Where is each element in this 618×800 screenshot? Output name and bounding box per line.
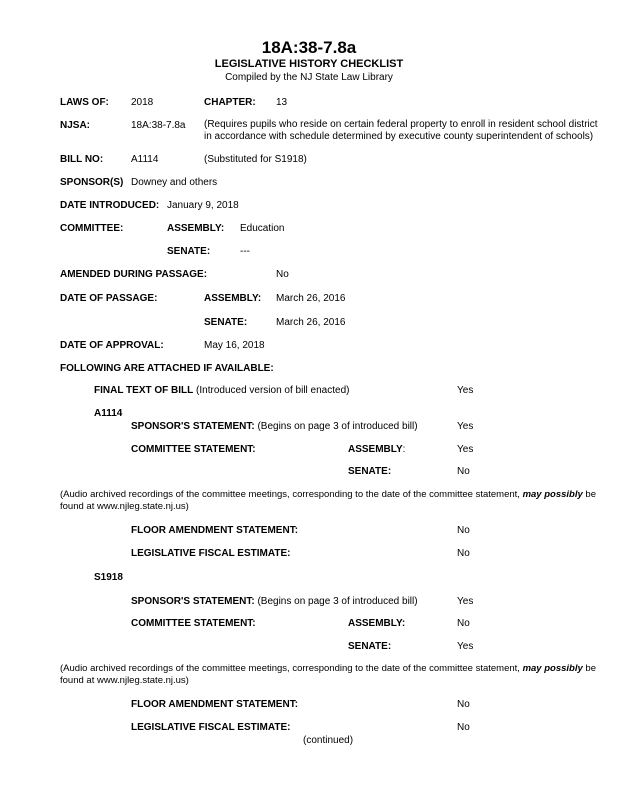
s1918-heading: S1918	[94, 572, 123, 583]
committee-assembly-value: Education	[240, 223, 285, 234]
s1918-audio-note: (Audio archived recordings of the committee meetings, corresponding to the date of the committee statement, may possibly be found at www.njleg.state.nj.us)	[60, 663, 596, 686]
continued-note: (continued)	[303, 735, 354, 746]
date-of-approval-label: DATE OF APPROVAL:	[60, 340, 164, 351]
a1114-fiscal-value: No	[457, 548, 470, 559]
compiled-by: Compiled by the NJ State Law Library	[225, 72, 393, 83]
committee-assembly-label: ASSEMBLY:	[167, 223, 225, 234]
chapter-value: 13	[276, 97, 288, 108]
a1114-sponsor-note: (Begins on page 3 of introduced bill)	[254, 421, 418, 432]
s1918-senate-label: SENATE:	[348, 641, 392, 652]
a1114-fiscal-label: LEGISLATIVE FISCAL ESTIMATE:	[131, 548, 291, 559]
committee-senate-label: SENATE:	[167, 246, 211, 257]
a1114-floor-label: FLOOR AMENDMENT STATEMENT:	[131, 525, 299, 536]
laws-of-value: 2018	[131, 97, 154, 108]
amended-value: No	[276, 269, 289, 280]
final-text-label: FINAL TEXT OF BILL	[94, 385, 194, 396]
s1918-assembly-value: No	[457, 618, 470, 629]
date-of-passage-label: DATE OF PASSAGE:	[60, 293, 158, 304]
s1918-sponsor-note: (Begins on page 3 of introduced bill)	[254, 596, 418, 607]
s1918-assembly-label: ASSEMBLY:	[348, 618, 406, 629]
s1918-fiscal-value: No	[457, 722, 470, 733]
attached-heading: FOLLOWING ARE ATTACHED IF AVAILABLE:	[60, 363, 274, 374]
a1114-sponsor-row	[131, 421, 418, 432]
s1918-fiscal-label: LEGISLATIVE FISCAL ESTIMATE:	[131, 722, 291, 733]
passage-senate-label: SENATE:	[204, 317, 248, 328]
date-introduced-label: DATE INTRODUCED:	[60, 200, 160, 211]
s1918-sponsor-label: SPONSOR'S STATEMENT:	[131, 596, 255, 607]
bill-no-note: (Substituted for S1918)	[204, 154, 307, 165]
chapter-label: CHAPTER:	[204, 97, 256, 108]
a1114-senate-label: SENATE:	[348, 466, 392, 477]
final-text-value: Yes	[457, 385, 474, 396]
a1114-assembly-row: ASSEMBLY:	[348, 444, 406, 455]
njsa-label: NJSA:	[60, 120, 91, 131]
sponsors-value: Downey and others	[131, 177, 218, 188]
page-title: 18A:38-7.8a	[261, 38, 357, 57]
s1918-floor-label: FLOOR AMENDMENT STATEMENT:	[131, 699, 299, 710]
bill-no-label: BILL NO:	[60, 154, 104, 165]
a1114-heading: A1114	[94, 408, 123, 419]
a1114-sponsor-label: SPONSOR'S STATEMENT:	[131, 421, 255, 432]
a1114-sponsor-value: Yes	[457, 421, 474, 432]
a1114-assembly-value: Yes	[457, 444, 474, 455]
s1918-sponsor-row	[131, 596, 418, 607]
a1114-audio-note: (Audio archived recordings of the committee meetings, corresponding to the date of the committee statement, may possibly be found at www.njleg.state.nj.us)	[60, 489, 596, 512]
final-text-row	[94, 385, 349, 396]
a1114-committee-label: COMMITTEE STATEMENT:	[131, 444, 256, 455]
date-introduced-value: January 9, 2018	[167, 200, 239, 211]
bill-no-value: A1114	[131, 154, 159, 165]
passage-assembly-value: March 26, 2016	[276, 293, 346, 304]
date-of-approval-value: May 16, 2018	[204, 340, 265, 351]
page-subtitle: LEGISLATIVE HISTORY CHECKLIST	[214, 58, 404, 70]
a1114-floor-value: No	[457, 525, 470, 536]
sponsors-label: SPONSOR(S)	[60, 177, 124, 188]
s1918-committee-label: COMMITTEE STATEMENT:	[131, 618, 256, 629]
committee-senate-value: ---	[240, 246, 250, 257]
passage-senate-value: March 26, 2016	[276, 317, 346, 328]
committee-label: COMMITTEE:	[60, 223, 124, 234]
s1918-sponsor-value: Yes	[457, 596, 474, 607]
final-text-note: (Introduced version of bill enacted)	[193, 385, 350, 396]
laws-of-label: LAWS OF:	[60, 97, 109, 108]
s1918-floor-value: No	[457, 699, 470, 710]
amended-label: AMENDED DURING PASSAGE:	[60, 269, 208, 280]
s1918-senate-value: Yes	[457, 641, 474, 652]
a1114-senate-value: No	[457, 466, 470, 477]
a1114-assembly-label: ASSEMBLY	[348, 444, 403, 455]
njsa-description: (Requires pupils who reside on certain federal property to enroll in resident school district in accordance with schedule determined by executive county superintendent of schools)	[204, 119, 598, 142]
passage-assembly-label: ASSEMBLY:	[204, 293, 262, 304]
njsa-value: 18A:38-7.8a	[131, 120, 186, 131]
